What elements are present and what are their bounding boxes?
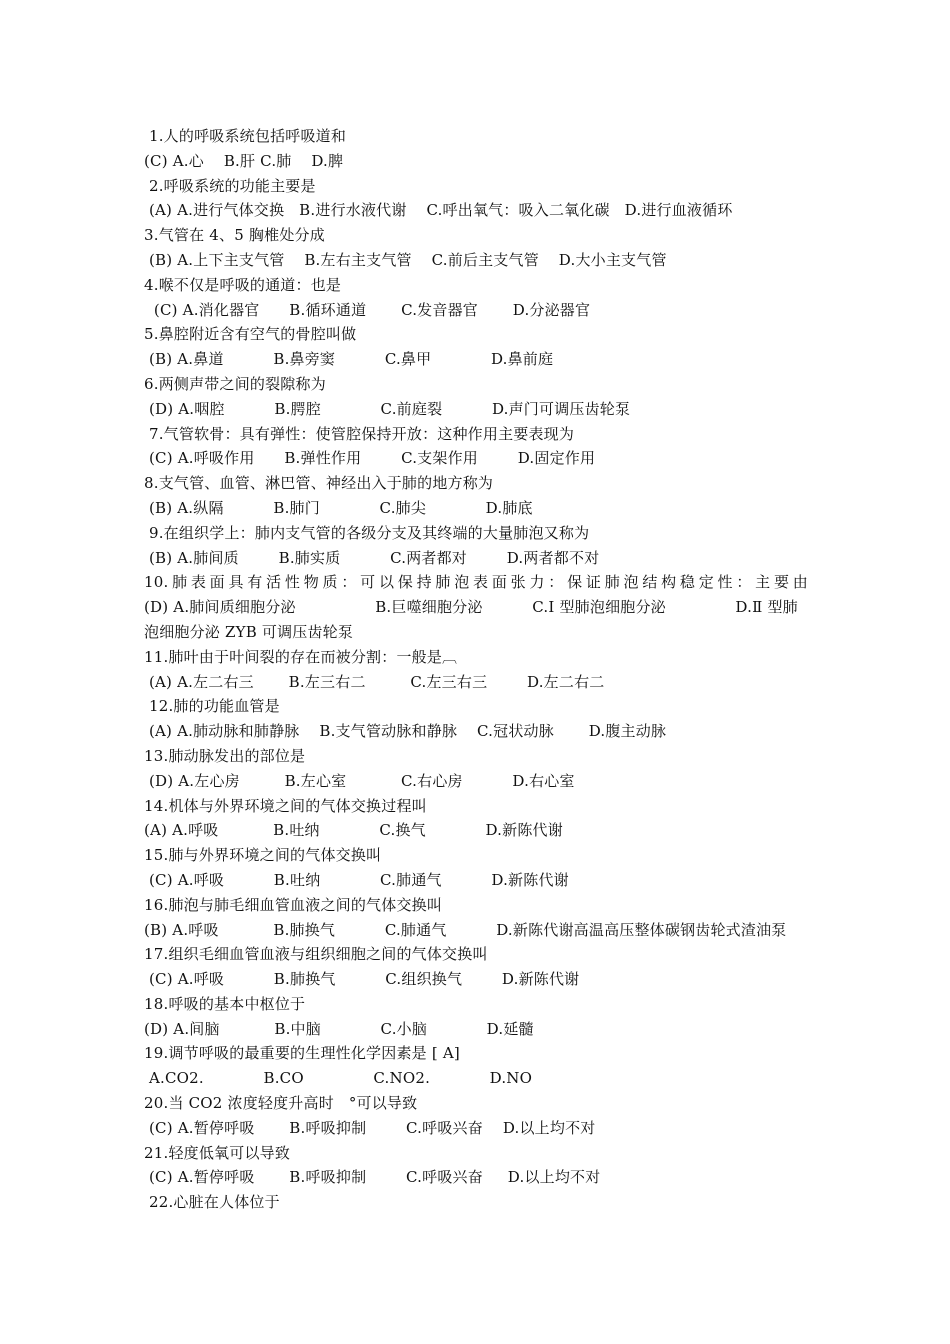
text-line: (A) A.肺动脉和肺静脉 B.支气管动脉和静脉 C.冠状动脉 D.腹主动脉 — [144, 722, 667, 741]
text-line: 19.调节呼吸的最重要的生理性化学因素是 [ A] — [144, 1044, 460, 1063]
text-line: (C) A.暂停呼吸 B.呼吸抑制 C.呼吸兴奋 D.以上均不对 — [144, 1168, 601, 1187]
text-line: 17.组织毛细血管血液与组织细胞之间的气体交换叫 — [144, 945, 488, 964]
text-line: (D) A.咽腔 B.腭腔 C.前庭裂 D.声门可调压齿轮泵 — [144, 399, 631, 418]
text-line: 9.在组织学上：肺内支气管的各级分支及其终端的大量肺泡又称为 — [144, 523, 590, 542]
text-line: 3.气管在 4、5 胸椎处分成 — [144, 226, 325, 245]
text-line: (A) A.呼吸 B.吐纳 C.换气 D.新陈代谢 — [144, 821, 563, 840]
text-line: 10.肺表面具有活性物质：可以保持肺泡表面张力：保证肺泡结构稳定性：主要由 — [144, 573, 808, 592]
text-line: 6.两侧声带之间的裂隙称为 — [144, 374, 326, 393]
text-line: 12.肺的功能血管是 — [144, 697, 280, 716]
text-line: (B) A.肺间质 B.肺实质 C.两者都对 D.两者都不对 — [144, 548, 600, 567]
text-line: (A) A.进行气体交换 B.进行水液代谢 C.呼出氧气：吸入二氧化碳 D.进行血液循环 — [144, 201, 733, 220]
text-line: 1.人的呼吸系统包括呼吸道和 — [144, 127, 347, 145]
text-line: 15.肺与外界环境之间的气体交换叫 — [144, 846, 382, 865]
text-line: 16.肺泡与肺毛细血管血液之间的气体交换叫 — [144, 895, 443, 914]
text-line: 21.轻度低氧可以导致 — [144, 1143, 291, 1162]
text-line: 7.气管软骨：具有弹性：使管腔保持开放：这种作用主要表现为 — [144, 424, 575, 443]
text-line: 8.支气管、血管、淋巴管、神经出入于肺的地方称为 — [144, 474, 494, 493]
text-line: (C) A.呼吸作用 B.弹性作用 C.支架作用 D.固定作用 — [144, 449, 596, 468]
text-line: (C) A.心 B.肝 C.肺 D.脾 — [144, 151, 344, 170]
text-line: 11.肺叶由于叶间裂的存在而被分割：一般是︹ — [144, 647, 458, 666]
text-line: (D) A.间脑 B.中脑 C.小脑 D.延髓 — [144, 1019, 534, 1038]
text-line: 13.肺动脉发出的部位是 — [144, 746, 306, 765]
text-line: 20.当 CO2 浓度轻度升高时 °可以导致 — [144, 1094, 418, 1113]
text-line: (C) A.呼吸 B.肺换气 C.组织换气 D.新陈代谢 — [144, 970, 580, 989]
text-line: 5.鼻腔附近含有空气的骨腔叫做 — [144, 325, 357, 344]
document-page — [144, 124, 824, 1215]
text-line: (C) A.呼吸 B.吐纳 C.肺通气 D.新陈代谢 — [144, 870, 569, 889]
text-line: 2.呼吸系统的功能主要是 — [144, 176, 316, 195]
text-line: (D) A.左心房 B.左心室 C.右心房 D.右心室 — [144, 771, 575, 790]
text-line: (B) A.鼻道 B.鼻旁窦 C.鼻甲 D.鼻前庭 — [144, 350, 554, 369]
text-line: (C) A.暂停呼吸 B.呼吸抑制 C.呼吸兴奋 D.以上均不对 — [144, 1118, 596, 1137]
text-line: 18.呼吸的基本中枢位于 — [144, 994, 306, 1013]
text-line: 22.心脏在人体位于 — [144, 1193, 280, 1212]
text-line: (B) A.呼吸 B.肺换气 C.肺通气 D.新陈代谢高温高压整体碳钢齿轮式渣油泵 — [144, 920, 787, 939]
text-line: (C) A.消化器官 B.循环通道 C.发音器官 D.分泌器官 — [144, 300, 591, 319]
text-line: (A) A.左二右三 B.左三右二 C.左三右三 D.左二右二 — [144, 672, 605, 691]
text-line: 4.喉不仅是呼吸的通道：也是 — [144, 275, 342, 294]
text-line: 14.机体与外界环境之间的气体交换过程叫 — [144, 796, 427, 815]
text-line: (B) A.上下主支气管 B.左右主支气管 C.前后主支气管 D.大小主支气管 — [144, 250, 667, 269]
text-line: (D) A.肺间质细胞分泌 B.巨噬细胞分泌 C.Ⅰ 型肺泡细胞分泌 D.Ⅱ 型肺 — [144, 598, 798, 617]
text-line: A.CO2. B.CO C.NO2. D.NO — [144, 1069, 533, 1088]
question-list — [144, 124, 824, 1215]
text-line: 泡细胞分泌 ZYB 可调压齿轮泵 — [144, 622, 354, 641]
text-line: (B) A.纵隔 B.肺门 C.肺尖 D.肺底 — [144, 498, 533, 517]
